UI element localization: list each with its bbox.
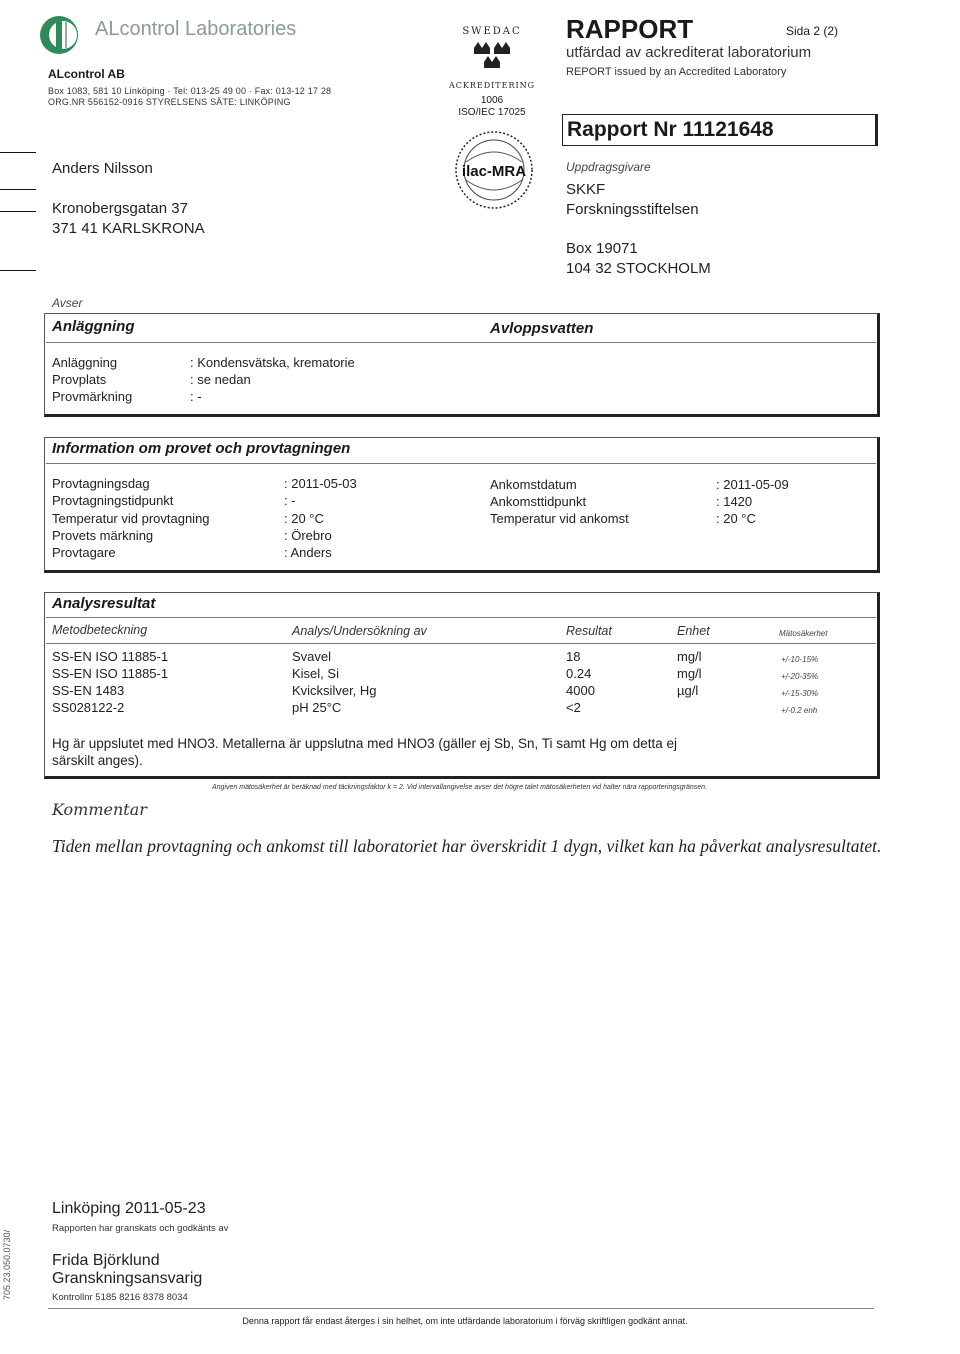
- table-cell-analysis: Svavel: [292, 649, 332, 664]
- avser-row-value: : Kondensvätska, krematorie: [190, 355, 355, 370]
- divider: [48, 1308, 874, 1309]
- info-left-value: : 20 °C: [284, 511, 324, 526]
- table-cell-result: 18: [566, 649, 581, 664]
- col-header-result: Resultat: [566, 624, 612, 638]
- comment-label: Kommentar: [52, 800, 147, 819]
- info-left-label: Provtagare: [52, 545, 116, 560]
- col-header-analysis: Analys/Undersökning av: [292, 624, 427, 638]
- avser-title-right: Avloppsvatten: [490, 320, 594, 337]
- sample-info-title: Information om provet och provtagningen: [52, 440, 351, 457]
- avser-row-value: : -: [190, 389, 202, 404]
- comment-text: Tiden mellan provtagning och ankomst till laboratoriet har överskridit 1 dygn, vilket kan ha påverkat analysresultatet.: [52, 836, 882, 856]
- fold-mark: [0, 211, 36, 212]
- table-cell-uncertainty: +/-20-35%: [781, 672, 819, 681]
- recipient-city: 371 41 KARLSKRONA: [52, 220, 205, 237]
- col-header-unit: Enhet: [677, 624, 710, 638]
- avser-label: Avser: [52, 296, 83, 310]
- info-left-value: : -: [284, 493, 296, 508]
- avser-row-label: Provmärkning: [52, 389, 133, 404]
- analysis-title: Analysresultat: [52, 595, 156, 612]
- info-left-label: Temperatur vid provtagning: [52, 511, 210, 526]
- info-right-value: : 20 °C: [716, 511, 756, 526]
- signature-name: Frida Björklund: [52, 1252, 160, 1269]
- info-left-value: : Anders: [284, 545, 332, 560]
- accreditation-id: 1006: [480, 95, 504, 106]
- info-left-value: : Örebro: [284, 528, 332, 543]
- alcontrol-logo-icon: [38, 14, 84, 56]
- divider: [46, 342, 876, 343]
- info-left-value: : 2011-05-03: [284, 476, 357, 491]
- analysis-note-line1: Hg är uppslutet med HNO3. Metallerna är uppslutna med HNO3 (gäller ej Sb, Sn, Ti samt Hg om detta ej: [52, 736, 678, 751]
- subtitle-english: REPORT issued by an Accredited Laboratory: [566, 66, 787, 78]
- signature-control-number: Kontrollnr 5185 8216 8378 8034: [52, 1292, 188, 1303]
- ilac-mra-seal-icon: [452, 128, 536, 212]
- col-header-method: Metodbeteckning: [52, 623, 148, 637]
- client-line3: Box 19071: [566, 240, 638, 257]
- info-right-label: Ankomsttidpunkt: [490, 494, 587, 509]
- info-right-label: Ankomstdatum: [490, 477, 577, 492]
- table-cell-method: SS-EN ISO 11885-1: [52, 649, 169, 664]
- info-right-value: : 2011-05-09: [716, 477, 789, 492]
- signature-place-date: Linköping 2011-05-23: [52, 1200, 206, 1217]
- company-name: ALcontrol AB: [48, 67, 125, 81]
- table-cell-uncertainty: +/-0.2 enh: [781, 706, 818, 715]
- analysis-note-line2: särskilt anges).: [52, 753, 143, 768]
- divider: [46, 463, 876, 464]
- table-cell-unit: mg/l: [677, 666, 702, 681]
- table-cell-uncertainty: +/-15-30%: [781, 689, 819, 698]
- recipient-name: Anders Nilsson: [52, 160, 153, 177]
- swedac-seal-icon: [448, 14, 536, 94]
- ilac-label: ilac-MRA: [461, 163, 527, 180]
- signature-role: Granskningsansvarig: [52, 1270, 203, 1287]
- fold-mark: [0, 270, 36, 271]
- avser-title: Anläggning: [52, 318, 135, 335]
- report-number: Rapport Nr 11121648: [567, 118, 774, 141]
- table-cell-unit: µg/l: [677, 683, 699, 698]
- fold-mark: [0, 189, 36, 190]
- client-line1: SKKF: [566, 181, 606, 198]
- table-cell-analysis: Kisel, Si: [292, 666, 339, 681]
- accreditation-number: [448, 95, 536, 119]
- side-document-code: 705.23.050.0730/: [2, 1229, 12, 1300]
- avser-row-label: Anläggning: [52, 355, 118, 370]
- divider: [46, 617, 876, 618]
- page-indicator: Sida 2 (2): [786, 24, 839, 38]
- avser-row-value: : se nedan: [190, 372, 251, 387]
- client-label: Uppdragsgivare: [566, 160, 651, 174]
- fold-mark: [0, 152, 36, 153]
- recipient-street: Kronobergsgatan 37: [52, 200, 188, 217]
- client-line4: 104 32 STOCKHOLM: [566, 260, 711, 277]
- info-right-value: : 1420: [716, 494, 753, 509]
- table-cell-result: 4000: [566, 683, 595, 698]
- divider: [46, 643, 876, 644]
- table-cell-analysis: pH 25°C: [292, 700, 342, 715]
- avser-section: [44, 313, 880, 417]
- iso-standard: ISO/IEC 17025: [458, 107, 526, 118]
- table-cell-method: SS028122-2: [52, 700, 125, 715]
- signature-approved-text: Rapporten har granskats och godkänts av: [52, 1223, 229, 1234]
- info-left-label: Provtagningsdag: [52, 476, 150, 491]
- report-title: RAPPORT: [566, 14, 694, 44]
- subtitle-swedish: utfärdad av ackrediterat laboratorium: [566, 44, 812, 61]
- brand-name: ALcontrol Laboratories: [95, 18, 297, 40]
- info-left-label: Provtagningstidpunkt: [52, 493, 174, 508]
- table-cell-method: SS-EN ISO 11885-1: [52, 666, 169, 681]
- table-cell-uncertainty: +/-10-15%: [781, 655, 819, 664]
- table-cell-method: SS-EN 1483: [52, 683, 125, 698]
- info-left-label: Provets märkning: [52, 528, 154, 543]
- table-cell-analysis: Kvicksilver, Hg: [292, 683, 377, 698]
- table-cell-unit: mg/l: [677, 649, 702, 664]
- info-right-label: Temperatur vid ankomst: [490, 511, 629, 526]
- client-line2: Forskningsstiftelsen: [566, 201, 699, 218]
- table-cell-result: 0.24: [566, 666, 592, 681]
- company-address: Box 1083, 581 10 Linköping · Tel: 013-25 49 00 · Fax: 013-12 17 28: [48, 86, 332, 96]
- avser-row-label: Provplats: [52, 372, 107, 387]
- uncertainty-footnote: Angiven mätosäkerhet är beräknad med täckningsfaktor k = 2. Vid intervallangivelse avser det högre talet mätosäkerheten vid halter nära rapporteringsgränsen.: [212, 784, 708, 791]
- table-cell-result: <2: [566, 700, 581, 715]
- company-org: ORG.NR 556152-0916 STYRELSENS SÄTE: LINKÖPING: [48, 97, 291, 107]
- swedac-ring-text: ACKREDITERING: [448, 81, 536, 90]
- swedac-top-text: SWEDAC: [462, 26, 522, 37]
- col-header-uncertainty: Mätosäkerhet: [779, 629, 828, 638]
- reproduction-note: Denna rapport får endast återges i sin helhet, om inte utfärdande laboratorium i förväg skriftligen godkänt annat.: [242, 1316, 688, 1326]
